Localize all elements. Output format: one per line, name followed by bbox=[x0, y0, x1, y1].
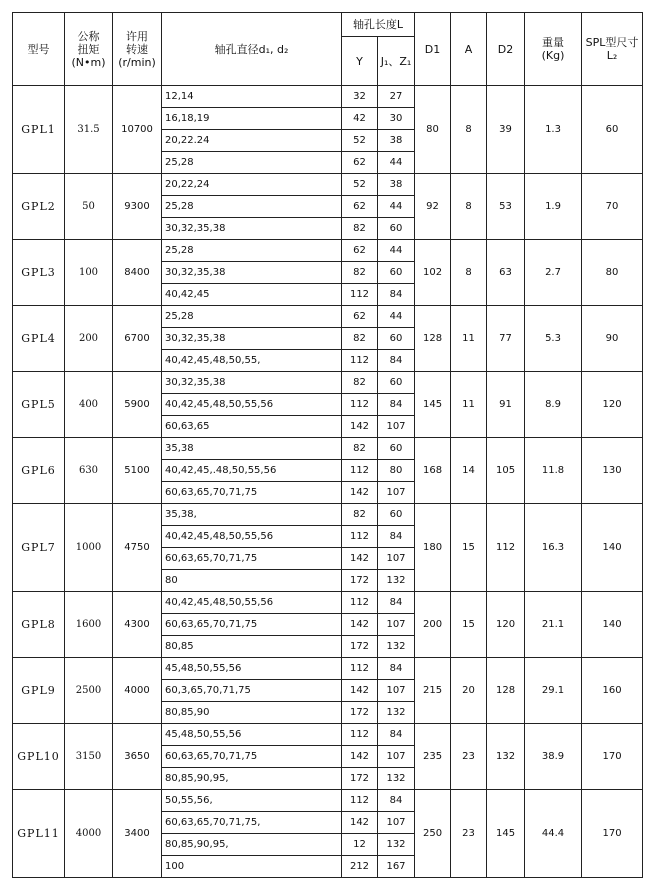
bore-diameter-cell: 60,63,65,70,71,75 bbox=[162, 614, 342, 636]
bore-diameter-cell: 100 bbox=[162, 856, 342, 878]
a-cell: 8 bbox=[451, 86, 487, 174]
bore-diameter-cell: 12,14 bbox=[162, 86, 342, 108]
speed-cell: 6700 bbox=[113, 306, 162, 372]
length-y-cell: 62 bbox=[342, 306, 378, 328]
weight-cell: 2.7 bbox=[525, 240, 582, 306]
model-cell: GPL2 bbox=[13, 174, 65, 240]
table-row bbox=[13, 372, 643, 394]
d2-cell: 132 bbox=[487, 724, 525, 790]
bore-diameter-cell: 20,22.24 bbox=[162, 130, 342, 152]
model-cell: GPL3 bbox=[13, 240, 65, 306]
header-spl-size: SPL型尺寸 L₂ bbox=[582, 13, 643, 86]
header-torque: 公称 扭矩 (N•m) bbox=[65, 13, 113, 86]
a-cell: 23 bbox=[451, 724, 487, 790]
speed-cell: 3400 bbox=[113, 790, 162, 878]
weight-cell: 44.4 bbox=[525, 790, 582, 878]
length-y-cell: 32 bbox=[342, 86, 378, 108]
length-y-cell: 172 bbox=[342, 768, 378, 790]
d1-cell: 80 bbox=[415, 86, 451, 174]
torque-cell: 3150 bbox=[65, 724, 113, 790]
d1-cell: 200 bbox=[415, 592, 451, 658]
weight-cell: 8.9 bbox=[525, 372, 582, 438]
table-row bbox=[13, 240, 643, 262]
a-cell: 8 bbox=[451, 174, 487, 240]
length-j1-cell: 107 bbox=[378, 812, 415, 834]
length-j1-cell: 27 bbox=[378, 86, 415, 108]
model-cell: GPL8 bbox=[13, 592, 65, 658]
a-cell: 8 bbox=[451, 240, 487, 306]
table-row bbox=[13, 658, 643, 680]
torque-cell: 2500 bbox=[65, 658, 113, 724]
bore-diameter-cell: 80,85,90,95, bbox=[162, 834, 342, 856]
torque-cell: 50 bbox=[65, 174, 113, 240]
model-cell: GPL1 bbox=[13, 86, 65, 174]
table-body bbox=[13, 86, 643, 878]
bore-diameter-cell: 35,38, bbox=[162, 504, 342, 526]
weight-cell: 1.3 bbox=[525, 86, 582, 174]
torque-cell: 200 bbox=[65, 306, 113, 372]
length-y-cell: 112 bbox=[342, 592, 378, 614]
weight-cell: 21.1 bbox=[525, 592, 582, 658]
bore-diameter-cell: 80 bbox=[162, 570, 342, 592]
spl-size-cell: 120 bbox=[582, 372, 643, 438]
length-j1-cell: 107 bbox=[378, 746, 415, 768]
d2-cell: 105 bbox=[487, 438, 525, 504]
d2-cell: 145 bbox=[487, 790, 525, 878]
model-cell: GPL10 bbox=[13, 724, 65, 790]
speed-cell: 4750 bbox=[113, 504, 162, 592]
table-row bbox=[13, 306, 643, 328]
bore-diameter-cell: 80,85,90 bbox=[162, 702, 342, 724]
table-row bbox=[13, 504, 643, 526]
d1-cell: 102 bbox=[415, 240, 451, 306]
length-j1-cell: 84 bbox=[378, 790, 415, 812]
d1-cell: 128 bbox=[415, 306, 451, 372]
length-j1-cell: 107 bbox=[378, 548, 415, 570]
table-row bbox=[13, 592, 643, 614]
length-y-cell: 62 bbox=[342, 196, 378, 218]
a-cell: 20 bbox=[451, 658, 487, 724]
d2-cell: 120 bbox=[487, 592, 525, 658]
model-cell: GPL7 bbox=[13, 504, 65, 592]
torque-cell: 630 bbox=[65, 438, 113, 504]
length-j1-cell: 84 bbox=[378, 658, 415, 680]
length-j1-cell: 84 bbox=[378, 350, 415, 372]
length-y-cell: 112 bbox=[342, 460, 378, 482]
torque-cell: 400 bbox=[65, 372, 113, 438]
torque-cell: 31.5 bbox=[65, 86, 113, 174]
a-cell: 14 bbox=[451, 438, 487, 504]
a-cell: 23 bbox=[451, 790, 487, 878]
model-cell: GPL9 bbox=[13, 658, 65, 724]
length-y-cell: 82 bbox=[342, 218, 378, 240]
torque-cell: 1000 bbox=[65, 504, 113, 592]
length-y-cell: 82 bbox=[342, 372, 378, 394]
length-j1-cell: 132 bbox=[378, 834, 415, 856]
length-y-cell: 12 bbox=[342, 834, 378, 856]
length-y-cell: 142 bbox=[342, 746, 378, 768]
page bbox=[12, 12, 643, 878]
header-d2: D2 bbox=[487, 13, 525, 86]
d1-cell: 180 bbox=[415, 504, 451, 592]
speed-cell: 10700 bbox=[113, 86, 162, 174]
spl-size-cell: 130 bbox=[582, 438, 643, 504]
torque-cell: 4000 bbox=[65, 790, 113, 878]
length-j1-cell: 60 bbox=[378, 262, 415, 284]
length-j1-cell: 84 bbox=[378, 394, 415, 416]
weight-cell: 38.9 bbox=[525, 724, 582, 790]
a-cell: 15 bbox=[451, 504, 487, 592]
speed-cell: 3650 bbox=[113, 724, 162, 790]
length-j1-cell: 44 bbox=[378, 152, 415, 174]
spl-size-cell: 70 bbox=[582, 174, 643, 240]
spl-size-cell: 160 bbox=[582, 658, 643, 724]
length-j1-cell: 84 bbox=[378, 284, 415, 306]
spl-size-cell: 170 bbox=[582, 790, 643, 878]
header-weight: 重量 (Kg) bbox=[525, 13, 582, 86]
header-a: A bbox=[451, 13, 487, 86]
length-y-cell: 172 bbox=[342, 702, 378, 724]
length-y-cell: 52 bbox=[342, 130, 378, 152]
header-j1-z1: J₁、Z₁ bbox=[378, 37, 415, 86]
weight-cell: 1.9 bbox=[525, 174, 582, 240]
d2-cell: 63 bbox=[487, 240, 525, 306]
length-j1-cell: 60 bbox=[378, 438, 415, 460]
speed-cell: 5100 bbox=[113, 438, 162, 504]
length-y-cell: 212 bbox=[342, 856, 378, 878]
d2-cell: 128 bbox=[487, 658, 525, 724]
length-j1-cell: 60 bbox=[378, 372, 415, 394]
d2-cell: 112 bbox=[487, 504, 525, 592]
spl-size-cell: 80 bbox=[582, 240, 643, 306]
length-y-cell: 142 bbox=[342, 548, 378, 570]
length-y-cell: 142 bbox=[342, 680, 378, 702]
length-j1-cell: 84 bbox=[378, 724, 415, 746]
spl-size-cell: 90 bbox=[582, 306, 643, 372]
model-cell: GPL4 bbox=[13, 306, 65, 372]
a-cell: 11 bbox=[451, 372, 487, 438]
bore-diameter-cell: 40,42,45,48,50,55,56 bbox=[162, 592, 342, 614]
length-j1-cell: 167 bbox=[378, 856, 415, 878]
length-j1-cell: 132 bbox=[378, 702, 415, 724]
bore-diameter-cell: 80,85 bbox=[162, 636, 342, 658]
bore-diameter-cell: 40,42,45,48,50,55,56 bbox=[162, 526, 342, 548]
bore-diameter-cell: 25,28 bbox=[162, 152, 342, 174]
weight-cell: 11.8 bbox=[525, 438, 582, 504]
length-j1-cell: 84 bbox=[378, 526, 415, 548]
header-y: Y bbox=[342, 37, 378, 86]
length-j1-cell: 30 bbox=[378, 108, 415, 130]
length-y-cell: 52 bbox=[342, 174, 378, 196]
length-j1-cell: 38 bbox=[378, 130, 415, 152]
bore-diameter-cell: 45,48,50,55,56 bbox=[162, 724, 342, 746]
length-y-cell: 172 bbox=[342, 570, 378, 592]
length-y-cell: 142 bbox=[342, 614, 378, 636]
bore-diameter-cell: 30,32,35,38 bbox=[162, 328, 342, 350]
length-y-cell: 142 bbox=[342, 482, 378, 504]
header-row-1 bbox=[13, 13, 643, 37]
bore-diameter-cell: 60,63,65,70,71,75 bbox=[162, 548, 342, 570]
bore-diameter-cell: 30,32,35,38 bbox=[162, 218, 342, 240]
bore-diameter-cell: 16,18,19 bbox=[162, 108, 342, 130]
bore-diameter-cell: 60,63,65 bbox=[162, 416, 342, 438]
length-y-cell: 112 bbox=[342, 724, 378, 746]
header-speed: 许用 转速 (r/min) bbox=[113, 13, 162, 86]
torque-cell: 1600 bbox=[65, 592, 113, 658]
length-j1-cell: 107 bbox=[378, 482, 415, 504]
bore-diameter-cell: 40,42,45 bbox=[162, 284, 342, 306]
bore-diameter-cell: 25,28 bbox=[162, 196, 342, 218]
length-y-cell: 82 bbox=[342, 262, 378, 284]
weight-cell: 16.3 bbox=[525, 504, 582, 592]
length-y-cell: 112 bbox=[342, 526, 378, 548]
length-y-cell: 112 bbox=[342, 350, 378, 372]
length-y-cell: 62 bbox=[342, 240, 378, 262]
length-y-cell: 112 bbox=[342, 284, 378, 306]
length-y-cell: 172 bbox=[342, 636, 378, 658]
bore-diameter-cell: 45,48,50,55,56 bbox=[162, 658, 342, 680]
weight-cell: 29.1 bbox=[525, 658, 582, 724]
header-bore-diameter: 轴孔直径d₁, d₂ bbox=[162, 13, 342, 86]
d1-cell: 235 bbox=[415, 724, 451, 790]
table-row bbox=[13, 438, 643, 460]
coupling-spec-table bbox=[12, 12, 643, 878]
length-j1-cell: 132 bbox=[378, 768, 415, 790]
table-row bbox=[13, 174, 643, 196]
torque-cell: 100 bbox=[65, 240, 113, 306]
bore-diameter-cell: 60,63,65,70,71,75, bbox=[162, 812, 342, 834]
length-j1-cell: 60 bbox=[378, 504, 415, 526]
length-j1-cell: 107 bbox=[378, 416, 415, 438]
d1-cell: 168 bbox=[415, 438, 451, 504]
length-j1-cell: 44 bbox=[378, 306, 415, 328]
length-y-cell: 112 bbox=[342, 658, 378, 680]
length-j1-cell: 38 bbox=[378, 174, 415, 196]
length-y-cell: 112 bbox=[342, 394, 378, 416]
bore-diameter-cell: 40,42,45,48,50,55, bbox=[162, 350, 342, 372]
speed-cell: 4000 bbox=[113, 658, 162, 724]
length-y-cell: 142 bbox=[342, 416, 378, 438]
length-y-cell: 142 bbox=[342, 812, 378, 834]
model-cell: GPL5 bbox=[13, 372, 65, 438]
table-row bbox=[13, 790, 643, 812]
d2-cell: 91 bbox=[487, 372, 525, 438]
a-cell: 15 bbox=[451, 592, 487, 658]
length-j1-cell: 44 bbox=[378, 196, 415, 218]
length-j1-cell: 107 bbox=[378, 614, 415, 636]
length-j1-cell: 44 bbox=[378, 240, 415, 262]
bore-diameter-cell: 30,32,35,38 bbox=[162, 372, 342, 394]
bore-diameter-cell: 60,63,65,70,71,75 bbox=[162, 482, 342, 504]
length-j1-cell: 84 bbox=[378, 592, 415, 614]
bore-diameter-cell: 25,28 bbox=[162, 306, 342, 328]
spl-size-cell: 140 bbox=[582, 504, 643, 592]
bore-diameter-cell: 80,85,90,95, bbox=[162, 768, 342, 790]
d1-cell: 250 bbox=[415, 790, 451, 878]
spl-size-cell: 170 bbox=[582, 724, 643, 790]
d1-cell: 92 bbox=[415, 174, 451, 240]
speed-cell: 9300 bbox=[113, 174, 162, 240]
header-model: 型号 bbox=[13, 13, 65, 86]
d1-cell: 145 bbox=[415, 372, 451, 438]
speed-cell: 5900 bbox=[113, 372, 162, 438]
speed-cell: 4300 bbox=[113, 592, 162, 658]
a-cell: 11 bbox=[451, 306, 487, 372]
length-j1-cell: 60 bbox=[378, 328, 415, 350]
length-y-cell: 112 bbox=[342, 790, 378, 812]
bore-diameter-cell: 50,55,56, bbox=[162, 790, 342, 812]
d2-cell: 53 bbox=[487, 174, 525, 240]
bore-diameter-cell: 20,22,24 bbox=[162, 174, 342, 196]
bore-diameter-cell: 60,3,65,70,71,75 bbox=[162, 680, 342, 702]
length-y-cell: 82 bbox=[342, 328, 378, 350]
bore-diameter-cell: 40,42,45,.48,50,55,56 bbox=[162, 460, 342, 482]
header-bore-length: 轴孔长度L bbox=[342, 13, 415, 37]
length-j1-cell: 132 bbox=[378, 636, 415, 658]
length-j1-cell: 80 bbox=[378, 460, 415, 482]
bore-diameter-cell: 35,38 bbox=[162, 438, 342, 460]
spl-size-cell: 60 bbox=[582, 86, 643, 174]
model-cell: GPL11 bbox=[13, 790, 65, 878]
length-y-cell: 62 bbox=[342, 152, 378, 174]
bore-diameter-cell: 25,28 bbox=[162, 240, 342, 262]
length-j1-cell: 107 bbox=[378, 680, 415, 702]
length-j1-cell: 60 bbox=[378, 218, 415, 240]
d2-cell: 77 bbox=[487, 306, 525, 372]
model-cell: GPL6 bbox=[13, 438, 65, 504]
d1-cell: 215 bbox=[415, 658, 451, 724]
d2-cell: 39 bbox=[487, 86, 525, 174]
header-d1: D1 bbox=[415, 13, 451, 86]
bore-diameter-cell: 40,42,45,48,50,55,56 bbox=[162, 394, 342, 416]
bore-diameter-cell: 60,63,65,70,71,75 bbox=[162, 746, 342, 768]
length-y-cell: 42 bbox=[342, 108, 378, 130]
length-y-cell: 82 bbox=[342, 504, 378, 526]
spl-size-cell: 140 bbox=[582, 592, 643, 658]
bore-diameter-cell: 30,32,35,38 bbox=[162, 262, 342, 284]
length-y-cell: 82 bbox=[342, 438, 378, 460]
table-row bbox=[13, 724, 643, 746]
length-j1-cell: 132 bbox=[378, 570, 415, 592]
speed-cell: 8400 bbox=[113, 240, 162, 306]
weight-cell: 5.3 bbox=[525, 306, 582, 372]
table-row bbox=[13, 86, 643, 108]
